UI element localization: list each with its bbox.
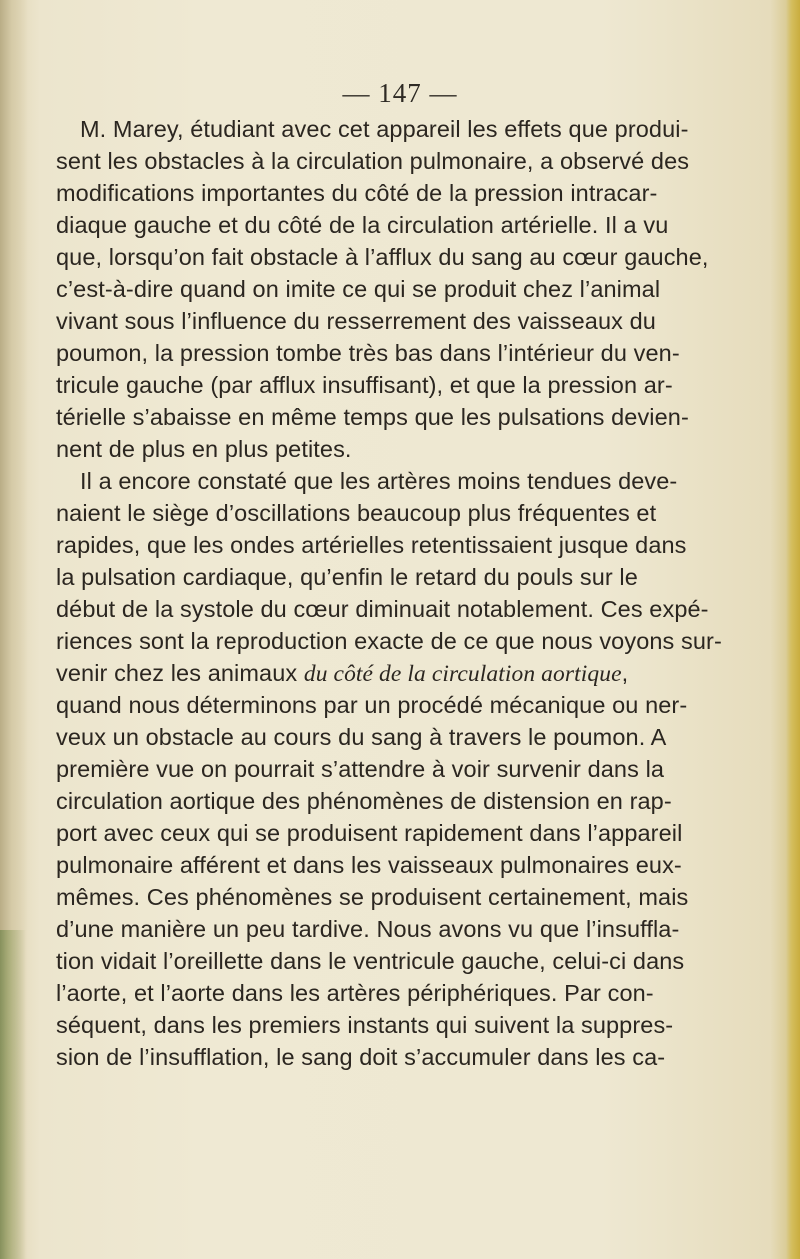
gutter-stain [0, 930, 26, 1259]
text-line: d’une manière un peu tardive. Nous avons vu que l’insuffla- [56, 916, 680, 942]
text-line: tricule gauche (par afflux insuffisant), et que la pression ar- [56, 372, 673, 398]
text-line: diaque gauche et du côté de la circulation artérielle. Il a vu [56, 212, 669, 238]
page-number: — 147 — [342, 78, 458, 108]
text-line: vivant sous l’influence du resserrement des vaisseaux du [56, 308, 656, 334]
text-line: port avec ceux qui se produisent rapidement dans l’appareil [56, 820, 683, 846]
text-line: c’est-à-dire quand on imite ce qui se produit chez l’animal [56, 276, 661, 302]
text-line: sent les obstacles à la circulation pulmonaire, a observé des [56, 148, 690, 174]
text-segment: , [621, 660, 629, 686]
text-line: poumon, la pression tombe très bas dans l’intérieur du ven- [56, 340, 680, 366]
text-line: Il a encore constaté que les artères moins tendues deve- [80, 468, 678, 494]
text-line: modifications importantes du côté de la pression intracar- [56, 180, 658, 206]
text-line: tion vidait l’oreillette dans le ventricule gauche, celui-ci dans [56, 948, 685, 974]
text-line: riences sont la reproduction exacte de ce que nous voyons sur- [56, 628, 722, 654]
text-line: première vue on pourrait s’attendre à voir survenir dans la [56, 756, 665, 782]
text-line: pulmonaire afférent et dans les vaisseaux pulmonaires eux- [56, 852, 682, 878]
text-line: la pulsation cardiaque, qu’enfin le retard du pouls sur le [56, 564, 638, 590]
text-line: veux un obstacle au cours du sang à travers le poumon. A [56, 724, 667, 750]
body-text [56, 113, 722, 1073]
text-line: nent de plus en plus petites. [56, 436, 352, 462]
text-line-mixed [56, 657, 629, 689]
text-line: séquent, dans les premiers instants qui suivent la suppres- [56, 1012, 674, 1038]
text-line: mêmes. Ces phénomènes se produisent certainement, mais [56, 884, 689, 910]
text-line: l’aorte, et l’aorte dans les artères périphériques. Par con- [56, 980, 654, 1006]
text-segment: venir chez les animaux [56, 660, 304, 686]
text-line: M. Marey, étudiant avec cet appareil les effets que produi- [80, 116, 689, 142]
text-line: que, lorsqu’on fait obstacle à l’afflux du sang au cœur gauche, [56, 244, 709, 270]
italic-phrase: du côté de la circulation aortique [303, 661, 622, 687]
text-line: début de la systole du cœur diminuait notablement. Ces expé- [56, 596, 709, 622]
text-line: rapides, que les ondes artérielles retentissaient jusque dans [56, 532, 687, 558]
text-line: quand nous déterminons par un procédé mécanique ou ner- [56, 692, 688, 718]
text-line: sion de l’insufflation, le sang doit s’accumuler dans les ca- [56, 1044, 666, 1070]
page-edge [786, 0, 800, 1259]
text-line: naient le siège d’oscillations beaucoup plus fréquentes et [56, 500, 657, 526]
text-line: circulation aortique des phénomènes de distension en rap- [56, 788, 672, 814]
text-line: térielle s’abaisse en même temps que les pulsations devien- [56, 404, 689, 430]
